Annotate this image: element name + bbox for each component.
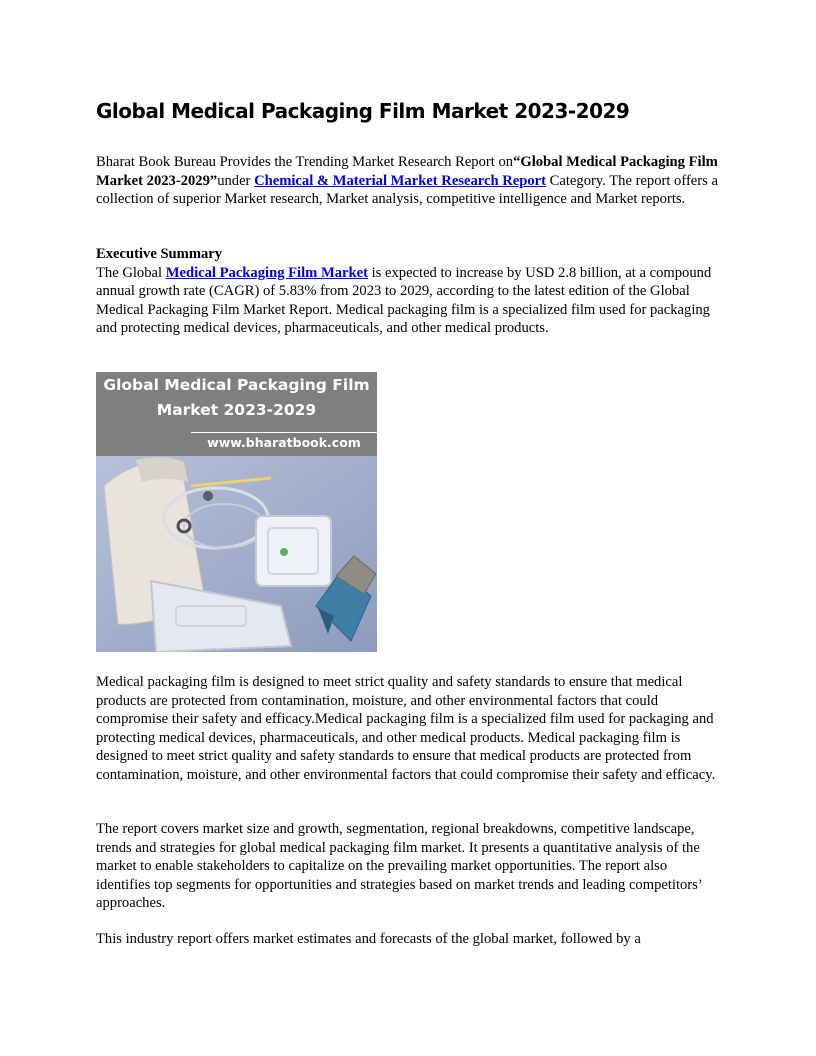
exec-text-1: The Global (96, 264, 166, 281)
cover-website: www.bharatbook.com (207, 435, 361, 450)
page-title: Global Medical Packaging Film Market 2023-2029 (96, 99, 630, 123)
category-link[interactable]: Chemical & Material Market Research Report (254, 172, 546, 189)
intro-text-3: Category. The report offers a collection of superior Market research, Market analysis, competitive intelligence and Market reports. (96, 172, 718, 207)
intro-report-name: “Global Medical Packaging Film Market 2023-2029” (96, 154, 718, 189)
body-paragraph-3: This industry report offers market estimates and forecasts of the global market, followed by a (96, 931, 641, 947)
cover-banner (96, 372, 377, 456)
intro-paragraph (96, 153, 720, 209)
cover-title-line-2: Market 2023-2029 (156, 401, 317, 419)
report-cover-image (96, 372, 377, 652)
medical-packaging-photo (96, 456, 377, 652)
cover-divider (191, 432, 377, 433)
exec-text-2: is expected to increase by USD 2.8 billion, at a compound annual growth rate (CAGR) of 5.83% from 2023 to 2029, according to the latest edition of the Global Medical Packaging Film Market Report. Medical packaging film is a specialized film used for packaging and protecting medical devices, pharmaceuticals, and other medical products. (96, 264, 712, 336)
cover-title (96, 373, 377, 423)
body-paragraph-1: Medical packaging film is designed to meet strict quality and safety standards to ensure that medical products are protected from contamination, moisture, and other environmental factors that could compromise their safety and efficacy.Medical packaging film is a specialized film used for packaging and protecting medical devices, pharmaceuticals, and other medical products. Medical packaging film is designed to meet strict quality and safety standards to ensure that medical products are protected from contamination, moisture, and other environmental factors that could compromise their safety and efficacy. (96, 674, 716, 783)
intro-text-1: Bharat Book Bureau Provides the Trending Market Research Report on (96, 154, 514, 170)
market-link[interactable]: Medical Packaging Film Market (165, 264, 368, 281)
body-paragraph-2: The report covers market size and growth, segmentation, regional breakdowns, competitive landscape, trends and strategies for global medical packaging film market. It presents a quantitative analysis of the market to enable stakeholders to capitalize on the prevailing market opportunities. The report also identifies top segments for opportunities and strategies based on market trends and leading competitors’ approaches. (96, 821, 702, 911)
executive-summary-heading: Executive Summary (96, 246, 223, 262)
cover-title-line-1: Global Medical Packaging Film (103, 376, 370, 394)
intro-text-2: under (217, 172, 255, 189)
executive-summary-paragraph (96, 245, 720, 338)
